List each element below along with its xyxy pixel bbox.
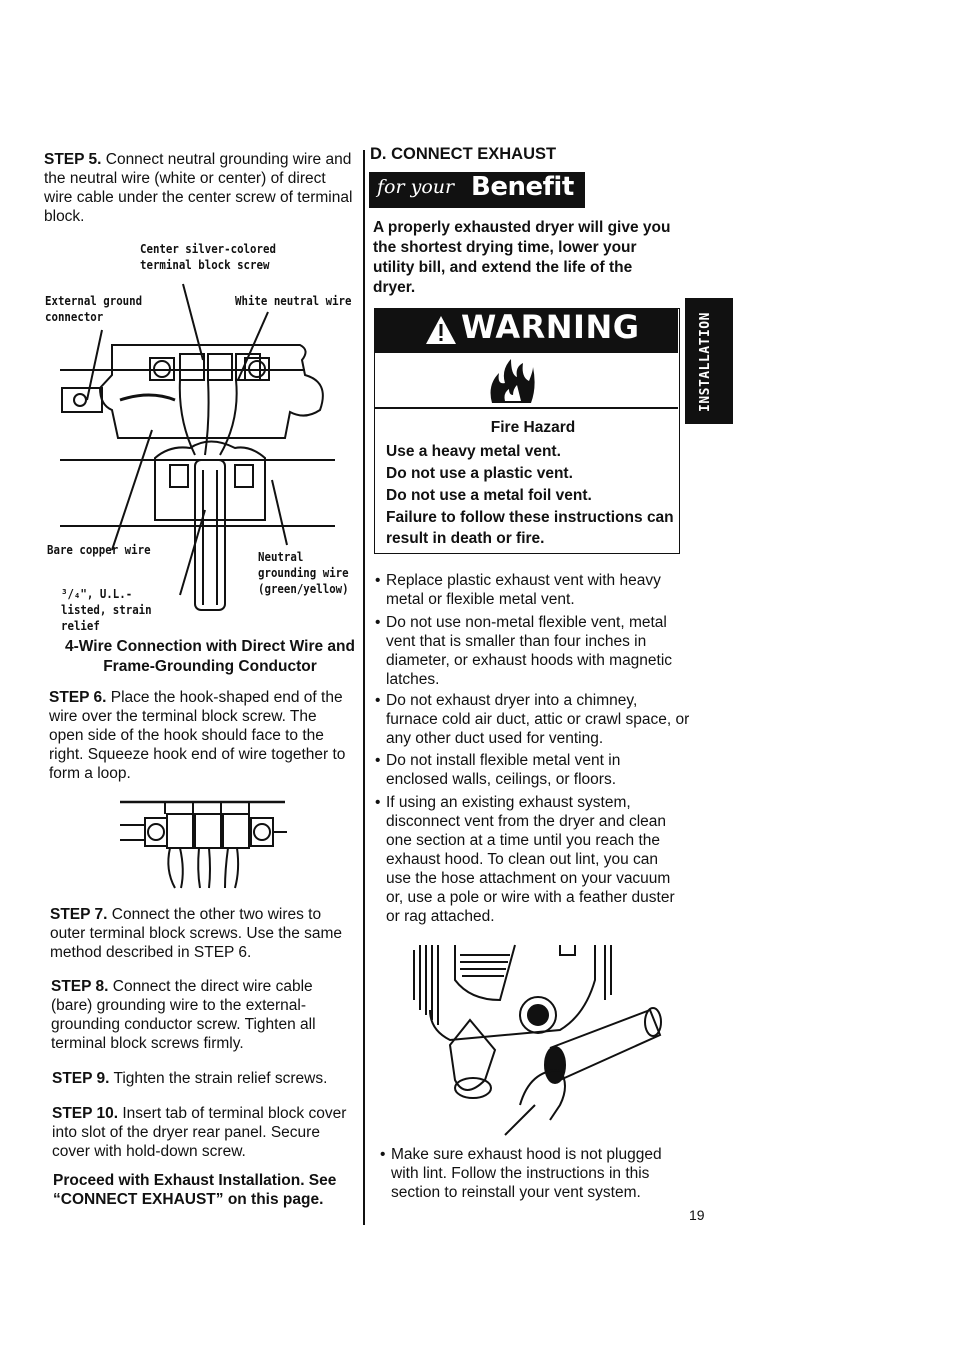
warning-box [374,308,680,554]
warning-header [375,309,678,353]
caption-white-neutral: White neutral wire [235,293,352,308]
page-number: 19 [689,1207,705,1223]
step-8-text: Connect the direct wire cable (bare) grounding wire to the external-grounding conductor screw. Tighten all terminal block screws firmly. [51,978,316,1052]
caption-bare-copper: Bare copper wire [47,542,151,557]
bullet-1: • Replace plastic exhaust vent with heavy metal or flexible metal vent. [375,572,661,608]
bullet-5: • If using an existing exhaust system, disconnect vent from the dryer and clean one section at a time until you reach the exhaust hood. To clean out lint, you can use the hose attachment on your vacuum or, use a pole or wire with a feather duster or rag attached. [375,794,675,925]
step-5-label: STEP 5. [44,151,102,168]
proceed-note: Proceed with Exhaust Installation. See “CONNECT EXHAUST” on this page. [53,1172,337,1208]
bullet-2: • Do not use non-metal flexible vent, metal vent that is smaller than four inches in diameter, or exhaust hoods with magnetic latches. [375,614,673,688]
step-10 [52,1104,347,1161]
step-10-label: STEP 10. [52,1105,119,1122]
benefit-word: Benefit [471,172,574,202]
warning-line-1: Use a heavy metal vent. [386,443,561,460]
connect-exhaust-heading: D. CONNECT EXHAUST [370,145,557,163]
step-8 [51,977,356,1053]
warning-title: WARNING [461,308,640,346]
warning-divider [375,407,678,409]
step-7 [50,905,355,962]
fire-icon [487,355,537,405]
caption-neutral-grounding: Neutral grounding wire (green/yellow) [258,549,349,596]
step-6 [49,688,354,783]
step-10-text: Insert tab of terminal block cover into slot of the dryer rear panel. Secure cover with hold-down screw. [52,1105,347,1160]
step-6-text: Place the hook-shaped end of the wire over the terminal block screw. The open side of the hook should face to the right. Squeeze hook end of wire together to form a loop. [49,689,346,782]
hook-wire-diagram [115,800,295,892]
four-wire-subheading: 4-Wire Connection with Direct Wire and Frame-Grounding Conductor [65,638,355,675]
step-5-text: Connect neutral grounding wire and the neutral wire (white or center) of direct wire cable under the center screw of terminal block. [44,151,353,225]
warning-line-4: Failure to follow these instructions can result in death or fire. [386,509,674,547]
warning-line-2: Do not use a plastic vent. [386,465,573,482]
caption-center-screw: Center silver-colored terminal block screw [140,241,276,272]
side-tab-label: INSTALLATION [698,312,713,412]
step-7-text: Connect the other two wires to outer terminal block screws. Use the same method described in STEP 6. [50,906,343,961]
step-9 [52,1069,362,1088]
bullet-4: • Do not install flexible metal vent in enclosed walls, ceilings, or floors. [375,752,621,788]
caption-strain-relief: ³/₄", U.L.-listed, strain relief [61,586,152,633]
step-5 [44,150,356,226]
bullet-last: • Make sure exhaust hood is not plugged with lint. Follow the instructions in this section to reinstall your vent system. [380,1146,662,1201]
step-9-text: Tighten the strain relief screws. [113,1070,328,1087]
dryer-exhaust-illustration [410,940,670,1140]
fire-hazard-label: Fire Hazard [490,419,576,436]
warning-triangle-icon [425,315,457,345]
benefit-prefix: for your [377,176,455,198]
terminal-block-diagram [40,270,350,630]
step-9-label: STEP 9. [52,1070,110,1087]
bullet-3: • Do not exhaust dryer into a chimney, furnace cold air duct, attic or crawl space, or any other duct used for venting. [375,692,690,747]
benefit-text: A properly exhausted dryer will give you the shortest drying time, lower your utility bill, and extend the life of the dryer. [373,219,671,296]
for-your-benefit-banner [369,172,585,208]
installation-side-tab [685,298,733,424]
caption-external-ground: External ground connector [45,293,143,324]
column-divider [363,150,365,1225]
step-6-label: STEP 6. [49,689,107,706]
step-8-label: STEP 8. [51,978,109,995]
step-7-label: STEP 7. [50,906,108,923]
warning-line-3: Do not use a metal foil vent. [386,487,592,504]
